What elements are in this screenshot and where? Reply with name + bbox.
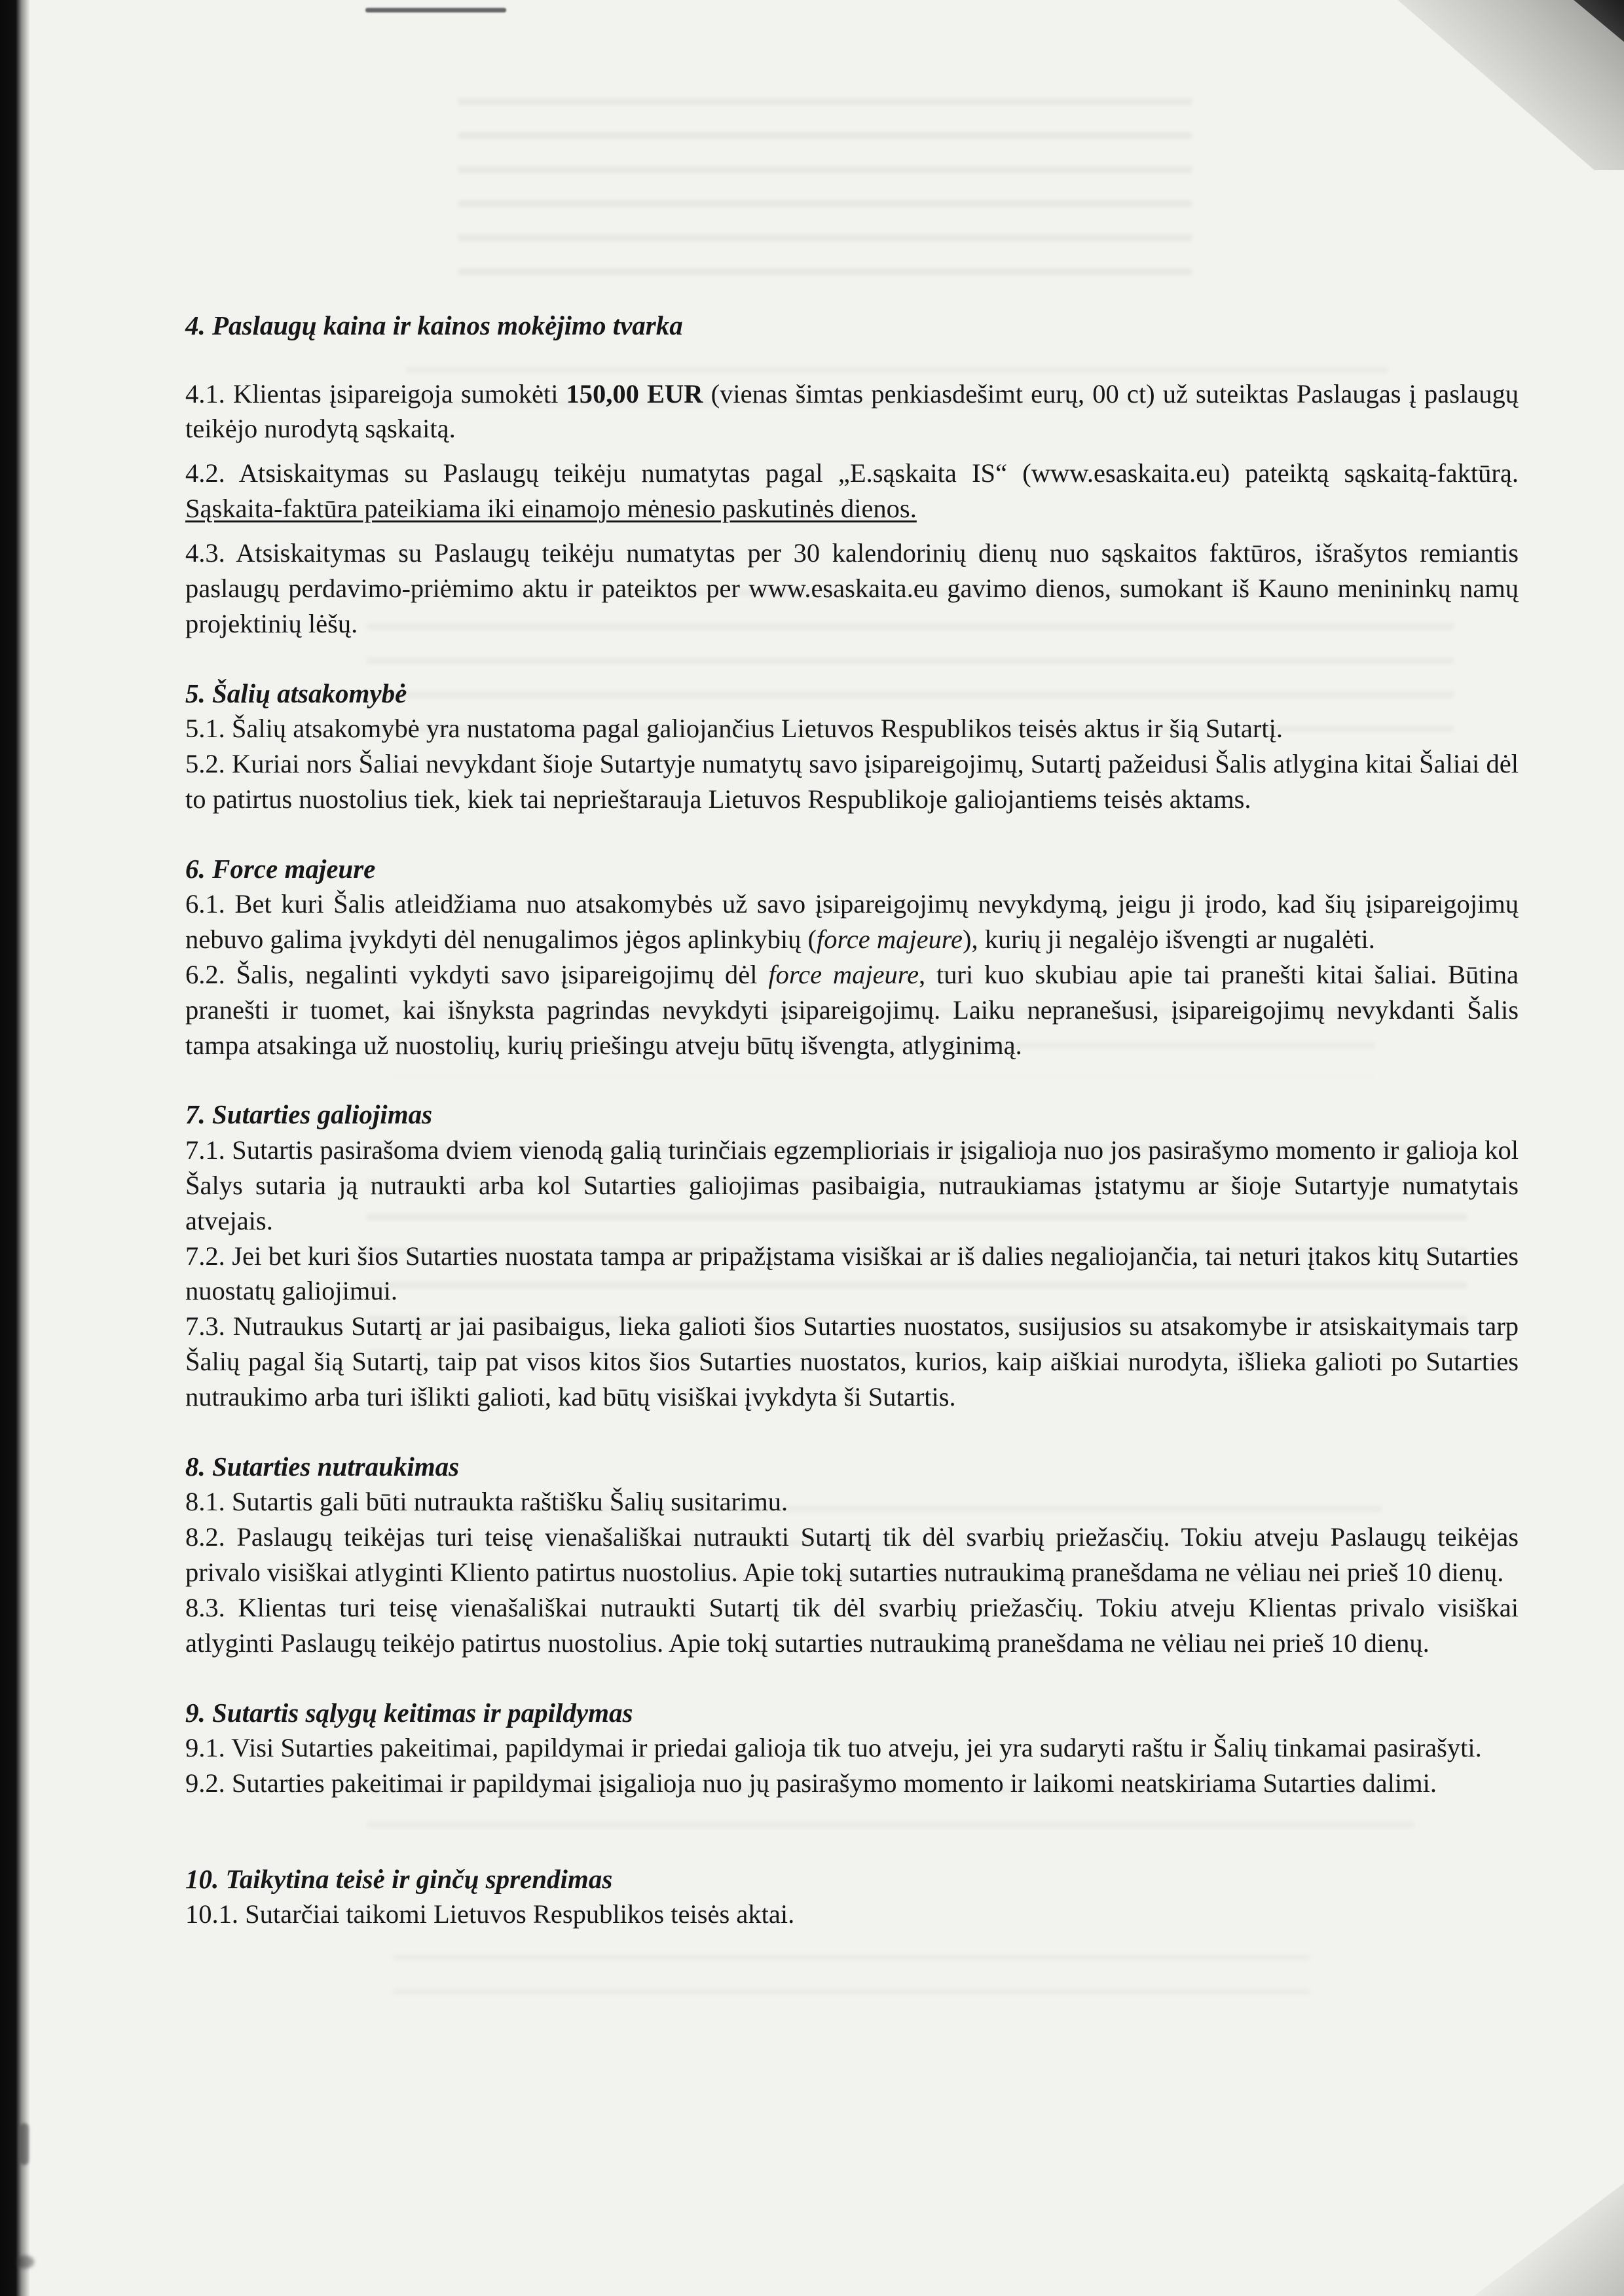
text-run: 9.1. Visi Sutarties pakeitimai, papildymai ir priedai galioja tik tuo atveju, jei yra sudaryti raštu ir Šalių tinkamai pasirašyti.: [185, 1733, 1482, 1763]
section-heading: 9. Sutartis sąlygų keitimas ir papildymas: [185, 1697, 633, 1728]
contract-paragraph: [185, 1766, 1519, 1801]
contract-section: [185, 1861, 1519, 1932]
contract-paragraph: [185, 1730, 1519, 1766]
text-run: 7.2. Jei bet kuri šios Sutarties nuostata tampa ar pripažįstama visiškai ar iš dalies negaliojančia, tai neturi įtakos kitų Sutarties nuostatų galiojimui.: [185, 1241, 1519, 1306]
section-heading: 10. Taikytina teisė ir ginčų sprendimas: [185, 1863, 613, 1894]
contract-section: [185, 1695, 1519, 1801]
text-run: 7.1. Sutartis pasirašoma dviem vienodą galią turinčiais egzemplioriais ir įsigalioja nuo jos pasirašymo momento ir galioja kol Šalys sutaria ją nutraukti arba kol Sutarties galiojimas pasibaigia, nutraukiamas įstatymu ar šioje Sutartyje numatytais atvejais.: [185, 1135, 1519, 1235]
text-run: 10.1. Sutarčiai taikomi Lietuvos Respublikos teisės aktai.: [185, 1899, 795, 1929]
text-run: 5.1. Šalių atsakomybė yra nustatoma pagal galiojančius Lietuvos Respublikos teisės aktus ir šią Sutartį.: [185, 714, 1283, 744]
section-heading: 6. Force majeure: [185, 853, 376, 884]
contract-section: [185, 851, 1519, 1063]
document-body: [185, 308, 1519, 1932]
text-run: 8.1. Sutartis gali būti nutraukta raštišku Šalių susitarimu.: [185, 1487, 788, 1517]
scan-top-mark-artifact: [365, 8, 506, 12]
contract-section: [185, 676, 1519, 817]
text-run: , turi kuo skubiau apie tai pranešti kitai šaliai. Būtina pranešti ir tuomet, kai išnyksta pagrindas nevykdyti įsipareigojimų. Laiku nepranešusi, įsipareigojimų nevykdanti Šalis tampa atsakinga už nuostolių, kurių priešingu atveju būtų išvengta, atlyginimą.: [185, 959, 1519, 1060]
italic-text-run: force majeure: [816, 924, 963, 954]
contract-section: [185, 1449, 1519, 1661]
contract-paragraph: [185, 1897, 1519, 1932]
contract-paragraph: [185, 711, 1519, 746]
scan-left-edge-shadow: [0, 0, 30, 2296]
contract-paragraph: [185, 1239, 1519, 1309]
text-run: 8.3. Klientas turi teisę vienašališkai nutraukti Sutartį tik dėl svarbių priežasčių. Tokiu atveju Klientas privalo visiškai atlyginti Paslaugų teikėjo patirtus nuostolius. Apie tokį sutarties nutraukimą pranešdama ne vėliau nei prieš 10 dienų.: [185, 1592, 1519, 1658]
section-heading: 5. Šalių atsakomybė: [185, 678, 407, 708]
contract-paragraph: [185, 1520, 1519, 1590]
scan-smudge-artifact: [16, 2255, 34, 2269]
page-corner-fold-bottom-right: [1441, 2159, 1624, 2296]
text-run: 5.2. Kuriai nors Šaliai nevykdant šioje Sutartyje numatytų savo įsipareigojimų, Sutartį pažeidusi Šalis atlygina kitai Šaliai dėl to patirtus nuostolius tiek, kiek tai neprieštarauja Lietuvos Respublikoje galiojantiems teisės aktams.: [185, 748, 1519, 814]
text-run: 4.2. Atsiskaitymas su Paslaugų teikėju numatytas pagal „E.sąskaita IS“ (www.esaskaita.eu) pateiktą sąskaitą-faktūrą.: [185, 458, 1519, 488]
contract-paragraph: [185, 1590, 1519, 1661]
contract-paragraph: [185, 376, 1519, 447]
section-heading: 8. Sutarties nutraukimas: [185, 1451, 460, 1482]
text-run: (vienas šimtas penkiasdešimt eurų, 00 ct) už suteiktas Paslaugas į paslaugų teikėjo nurodytą sąskaitą.: [185, 378, 1519, 444]
contract-paragraph: [185, 456, 1519, 526]
contract-paragraph: [185, 1133, 1519, 1239]
bleedthrough-text-artifact: [393, 1954, 1310, 2013]
contract-paragraph: [185, 1309, 1519, 1415]
contract-paragraph: [185, 746, 1519, 817]
italic-text-run: force majeure: [768, 959, 919, 989]
text-run: 9.2. Sutarties pakeitimai ir papildymai įsigalioja nuo jų pasirašymo momento ir laikomi neatskiriama Sutarties dalimi.: [185, 1768, 1437, 1798]
text-run: 8.2. Paslaugų teikėjas turi teisę vienašališkai nutraukti Sutartį tik dėl svarbių priežasčių. Tokiu atveju Paslaugų teikėjas privalo visiškai atlyginti Kliento patirtus nuostolius. Apie tokį sutarties nutraukimą pranešdama ne vėliau nei prieš 10 dienų.: [185, 1522, 1519, 1588]
text-run: 6.1. Bet kuri Šalis atleidžiama nuo atsakomybės už savo įsipareigojimų nevykdymą, jeigu ji įrodo, kad šių įsipareigojimų nebuvo galima įvykdyti dėl nenugalimos jėgos aplinkybių (: [185, 889, 1519, 954]
contract-section: [185, 1097, 1519, 1414]
bold-text-run: 150,00 EUR: [566, 378, 703, 409]
contract-paragraph: [185, 886, 1519, 957]
contract-paragraph: [185, 536, 1519, 642]
text-run: 4.3. Atsiskaitymas su Paslaugų teikėju numatytas per 30 kalendorinių dienų nuo sąskaitos faktūros, išrašytos remiantis paslaugų perdavimo-priėmimo aktu ir pateiktos per www.esaskaita.eu gavimo dienos, sumokant iš Kauno menininkų namų projektinių lėšų.: [185, 538, 1519, 638]
page-corner-fold-top-right: [1310, 0, 1624, 170]
section-heading: 7. Sutarties galiojimas: [185, 1099, 433, 1130]
section-heading: 4. Paslaugų kaina ir kainos mokėjimo tvarka: [185, 310, 683, 340]
underlined-text-run: Sąskaita-faktūra pateikiama iki einamojo mėnesio paskutinės dienos.: [185, 494, 917, 524]
contract-paragraph: [185, 1484, 1519, 1520]
scan-smudge-artifact: [20, 2123, 29, 2165]
text-run: 6.2. Šalis, negalinti vykdyti savo įsipareigojimų dėl: [185, 959, 769, 989]
contract-section: [185, 308, 1519, 642]
bleedthrough-text-artifact: [458, 98, 1192, 295]
contract-paragraph: [185, 957, 1519, 1063]
text-run: 4.1. Klientas įsipareigoja sumokėti: [185, 378, 566, 409]
text-run: 7.3. Nutraukus Sutartį ar jai pasibaigus, lieka galioti šios Sutarties nuostatos, susijusios su atsakomybe ir atsiskaitymais tarp Šalių pagal šią Sutartį, taip pat visos kitos šios Sutarties nuostatos, kurios, kaip aiškiai nurodyta, išlieka galioti po Sutarties nutraukimo arba turi išlikti galioti, kad būtų visiškai įvykdyta ši Sutartis.: [185, 1311, 1519, 1412]
page-corner-shadow-top-right: [1519, 0, 1624, 65]
text-run: ), kurių ji negalėjo išvengti ar nugalėti.: [963, 924, 1375, 954]
